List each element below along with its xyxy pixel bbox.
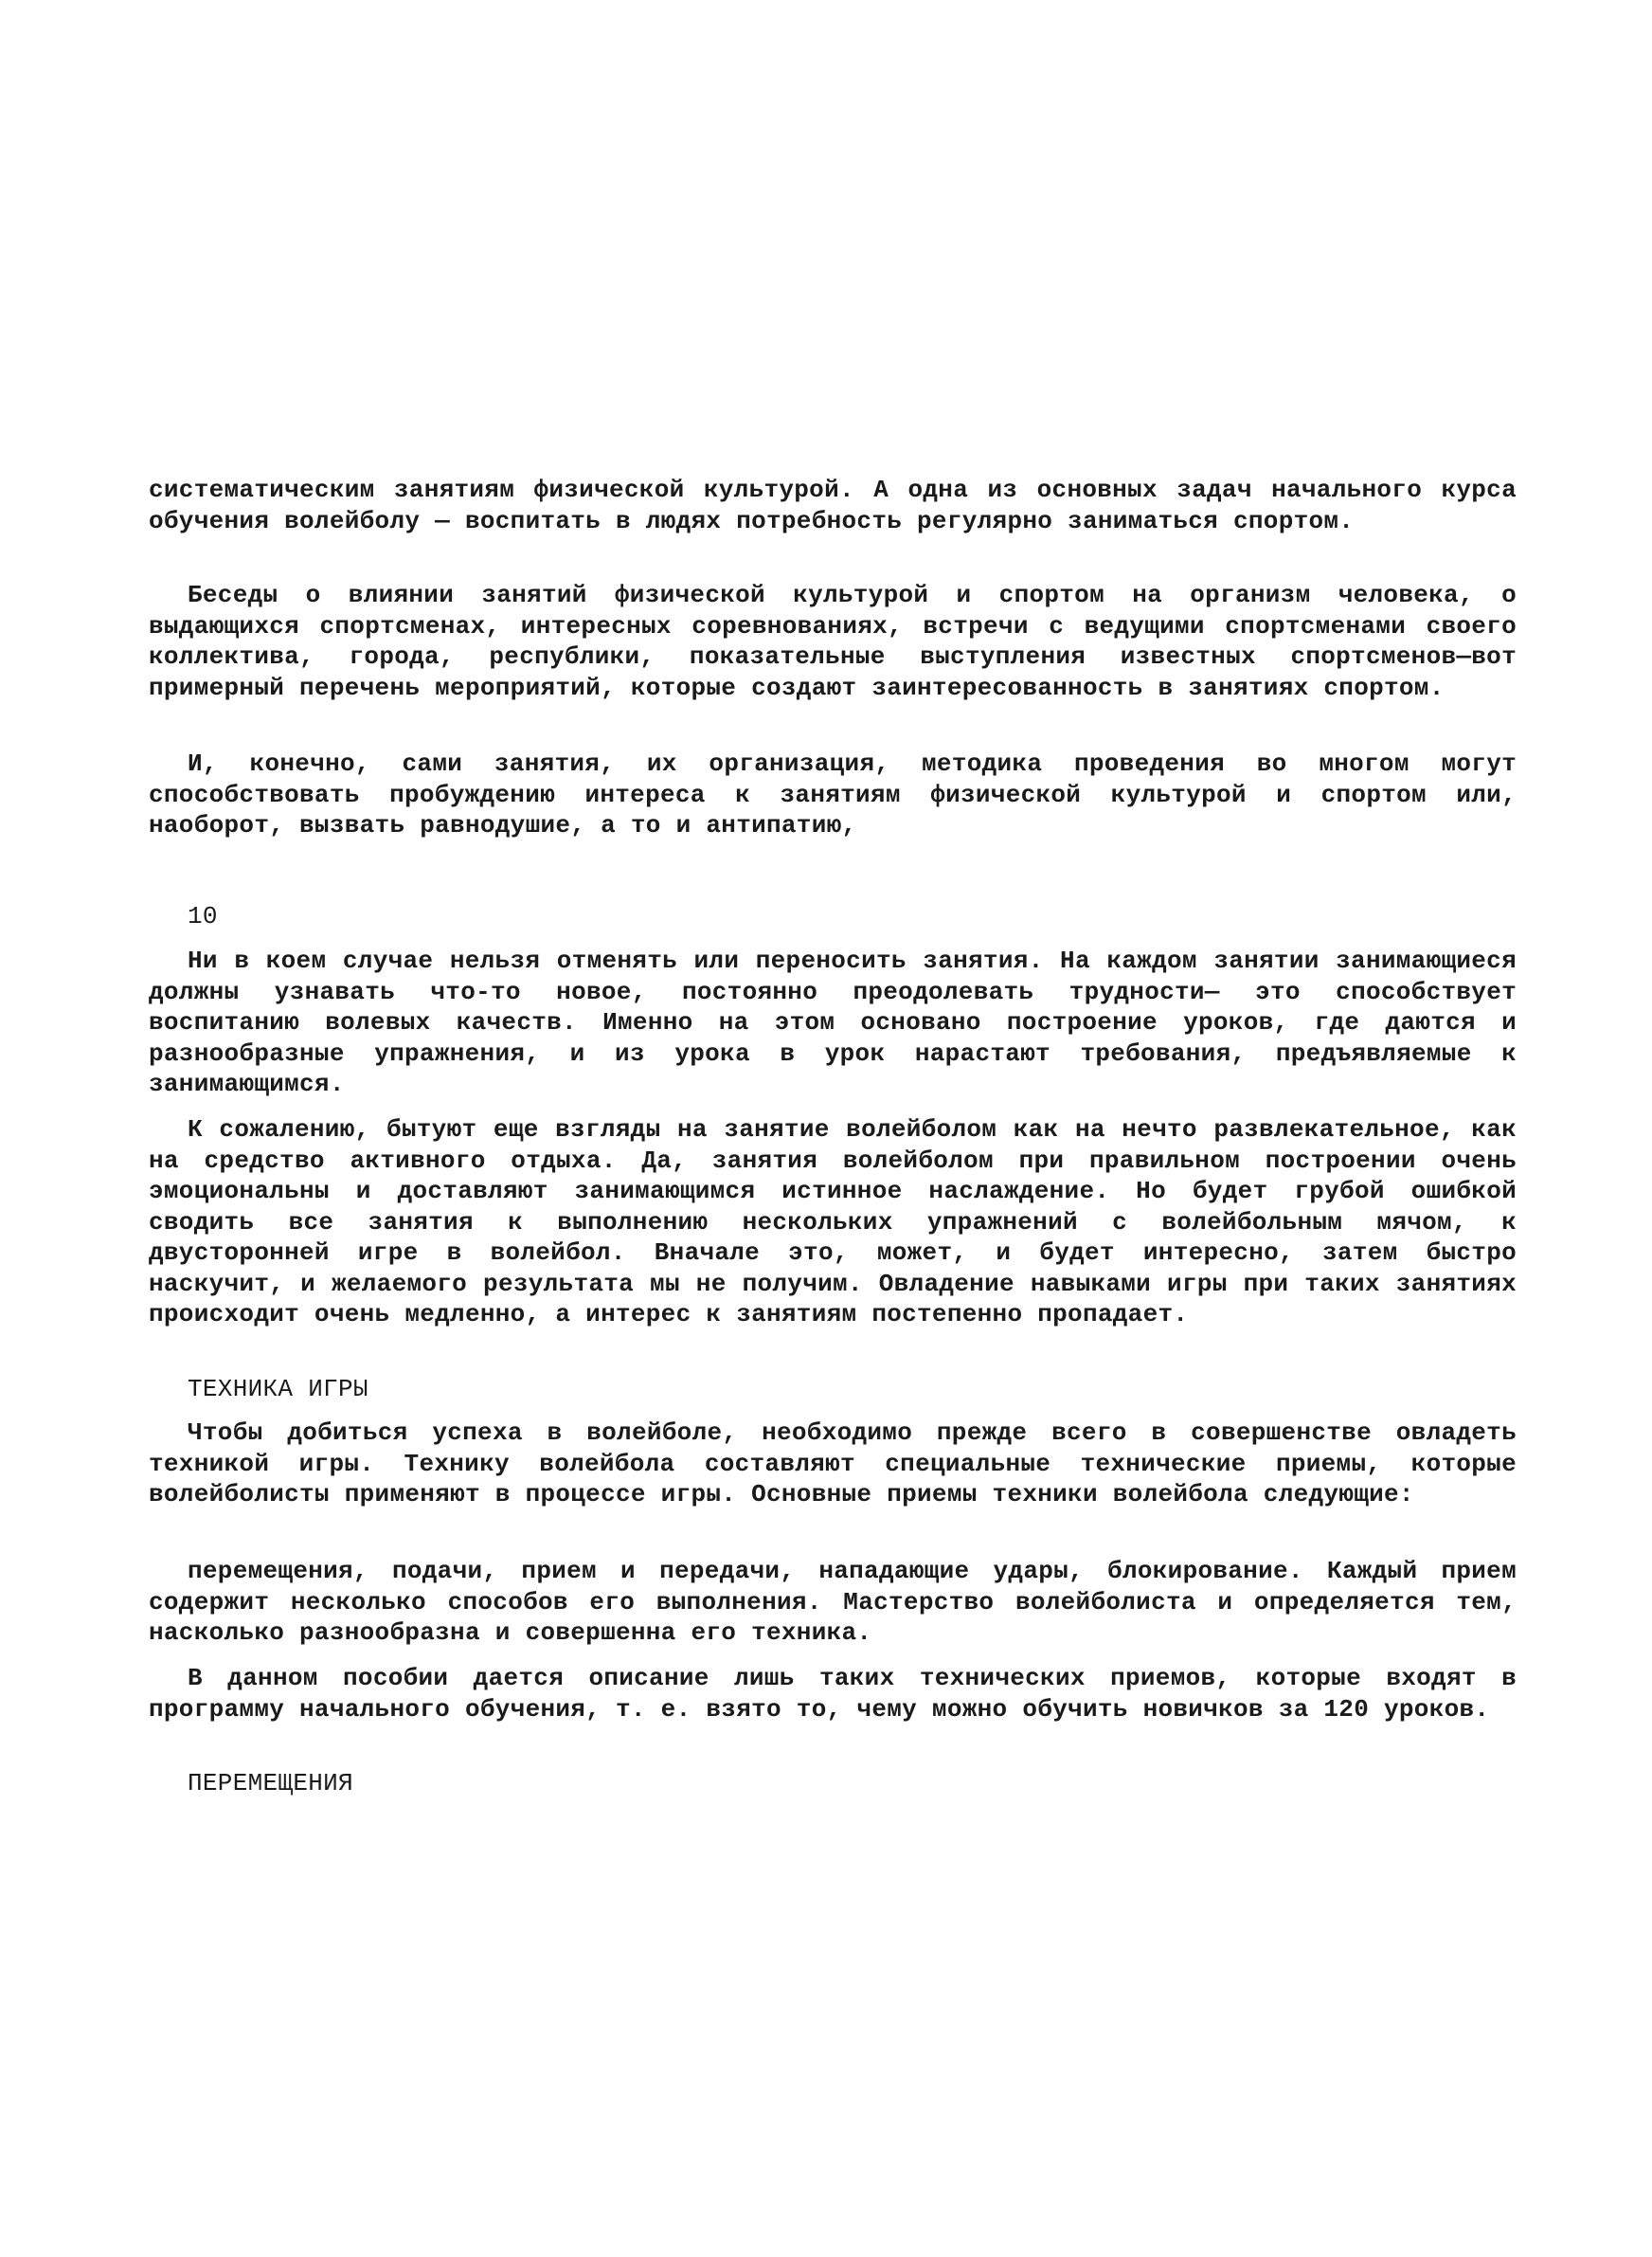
paragraph-7-text: перемещения, подачи, прием и передачи, нападающие удары, блокирование. Каждый прием содержит несколько способов его выполнения. Мастерство волейболиста и определяется тем, насколько разнообразна и совершенна его техника. <box>149 1557 1517 1647</box>
paragraph-5-text: К сожалению, бытуют еще взгляды на занятие волейболом как на нечто развлекательное, как на средство активного отдыха. Да, занятия волейболом при правильном построении очень эмоциональны и доставляют занимающимся истинное наслаждение. Но будет грубой ошибкой сводить все занятия к выполнению нескольких упражнений с волейбольным мячом, к двусторонней игре в волейбол. Вначале это, может, и будет интересно, затем быстро наскучит, и желаемого результата мы не получим. Овладение навыками игры при таких занятиях происходит очень медленно, а интерес к занятиям постепенно пропадает. <box>149 1115 1517 1328</box>
paragraph-techniques-list <box>149 1556 1517 1649</box>
paragraph-views <box>149 1114 1517 1330</box>
paragraph-8-text: В данном пособии дается описание лишь таких технических приемов, которые входят в программу начального обучения, т. е. взято то, чему можно обучить новичков за 120 уроков. <box>149 1664 1517 1724</box>
heading-2-text: ПЕРЕМЕЩЕНИЯ <box>188 1769 353 1797</box>
section-heading-movements <box>149 1768 1517 1799</box>
paragraph-3-text: И, конечно, сами занятия, их организация, методика проведения во многом могут способствовать пробуждению интереса к занятиям физической культурой и спортом или, наоборот, вызвать равнодушие, а то и антипатию, <box>149 749 1517 840</box>
paragraph-lessons-interest <box>149 749 1517 841</box>
paragraph-technique-intro <box>149 1417 1517 1510</box>
paragraph-no-cancel <box>149 946 1517 1100</box>
section-heading-technique <box>149 1374 1517 1405</box>
paragraph-2-text: Беседы о влиянии занятий физической культурой и спортом на организм человека, о выдающихся спортсменах, интересных соревнованиях, встречи с ведущими спортсменами своего коллектива, города, республики, показательные выступления известных спортсменов—вот примерный перечень мероприятий, которые создают заинтересованность в занятиях спортом. <box>149 581 1517 702</box>
paragraph-continuation <box>149 475 1517 536</box>
page-number-text: 10 <box>188 902 218 930</box>
paragraph-4-text: Ни в коем случае нельзя отменять или переносить занятия. На каждом занятии занимающиеся должны узнавать что-то новое, постоянно преодолевать трудности— это способствует воспитанию волевых качеств. Именно на этом основано построение уроков, где даются и разнообразные упражнения, и из урока в урок нарастают требования, предъявляемые к занимающимся. <box>149 947 1517 1098</box>
paragraph-1-text: систематическим занятиям физической культурой. А одна из основных задач начального курса обучения волейболу — воспитать в людях потребность регулярно заниматься спортом. <box>149 476 1517 535</box>
paragraph-manual-scope <box>149 1663 1517 1724</box>
heading-1-text: ТЕХНИКА ИГРЫ <box>188 1375 368 1403</box>
page-number <box>149 901 1517 932</box>
paragraph-6-text: Чтобы добиться успеха в волейболе, необходимо прежде всего в совершенстве овладеть техникой игры. Технику волейбола составляют специальные технические приемы, которые волейболисты применяют в процессе игры. Основные приемы техники волейбола следующие: <box>149 1418 1517 1508</box>
paragraph-conversations <box>149 580 1517 703</box>
